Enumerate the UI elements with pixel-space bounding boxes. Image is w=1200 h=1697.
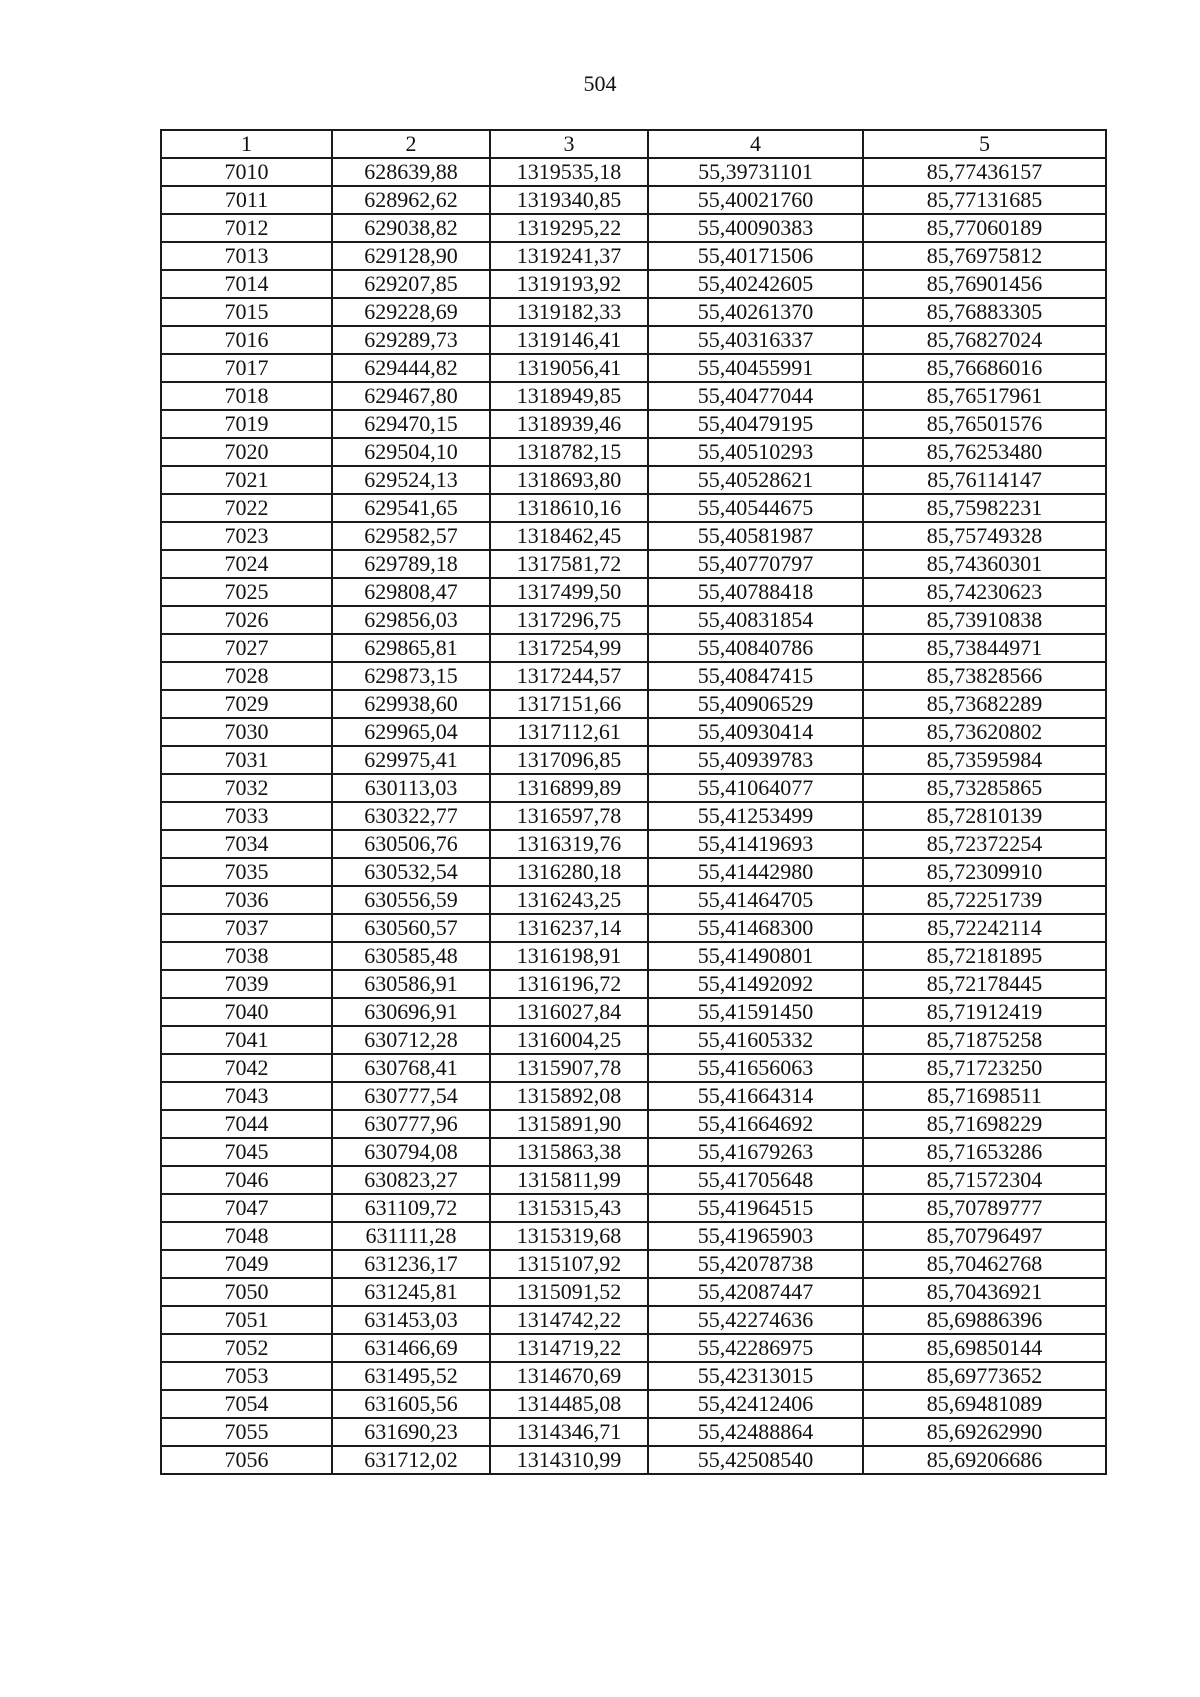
table-cell-col-5: 85,76901456 — [863, 270, 1106, 298]
table-row — [161, 1362, 1106, 1390]
table-cell-col-2: 628639,88 — [332, 158, 490, 186]
table-cell-col-3: 1315891,90 — [490, 1110, 648, 1138]
table-cell-col-3: 1316004,25 — [490, 1026, 648, 1054]
table-cell-col-3: 1315892,08 — [490, 1082, 648, 1110]
table-cell-col-5: 85,71653286 — [863, 1138, 1106, 1166]
table-row — [161, 1306, 1106, 1334]
table-cell-col-3: 1318939,46 — [490, 410, 648, 438]
table-cell-col-1: 7051 — [161, 1306, 332, 1334]
table-cell-col-2: 630712,28 — [332, 1026, 490, 1054]
table-cell-col-4: 55,41679263 — [648, 1138, 863, 1166]
table-cell-col-4: 55,40510293 — [648, 438, 863, 466]
table-cell-col-2: 630794,08 — [332, 1138, 490, 1166]
table-cell-col-1: 7018 — [161, 382, 332, 410]
table-cell-col-2: 631111,28 — [332, 1222, 490, 1250]
table-cell-col-4: 55,40770797 — [648, 550, 863, 578]
table-cell-col-3: 1318949,85 — [490, 382, 648, 410]
table-cell-col-5: 85,76114147 — [863, 466, 1106, 494]
table-cell-col-5: 85,70796497 — [863, 1222, 1106, 1250]
table-cell-col-5: 85,71698511 — [863, 1082, 1106, 1110]
table-cell-col-2: 631245,81 — [332, 1278, 490, 1306]
table-cell-col-2: 629873,15 — [332, 662, 490, 690]
table-cell-col-4: 55,41490801 — [648, 942, 863, 970]
table-cell-col-2: 630556,59 — [332, 886, 490, 914]
table-cell-col-2: 630696,91 — [332, 998, 490, 1026]
table-cell-col-3: 1314742,22 — [490, 1306, 648, 1334]
table-cell-col-5: 85,73828566 — [863, 662, 1106, 690]
table-cell-col-3: 1319182,33 — [490, 298, 648, 326]
table-cell-col-5: 85,71698229 — [863, 1110, 1106, 1138]
table-row — [161, 606, 1106, 634]
table-row — [161, 914, 1106, 942]
table-cell-col-5: 85,71875258 — [863, 1026, 1106, 1054]
table-cell-col-5: 85,72810139 — [863, 802, 1106, 830]
table-row — [161, 1390, 1106, 1418]
table-cell-col-2: 629808,47 — [332, 578, 490, 606]
table-row — [161, 438, 1106, 466]
table-cell-col-1: 7056 — [161, 1446, 332, 1474]
table-cell-col-2: 630777,96 — [332, 1110, 490, 1138]
table-cell-col-4: 55,41468300 — [648, 914, 863, 942]
table-cell-col-4: 55,40930414 — [648, 718, 863, 746]
table-cell-col-3: 1317296,75 — [490, 606, 648, 634]
table-cell-col-1: 7055 — [161, 1418, 332, 1446]
table-cell-col-2: 630560,57 — [332, 914, 490, 942]
table-cell-col-3: 1319056,41 — [490, 354, 648, 382]
table-cell-col-3: 1314719,22 — [490, 1334, 648, 1362]
table-row — [161, 858, 1106, 886]
table-row — [161, 1250, 1106, 1278]
table-cell-col-4: 55,41464705 — [648, 886, 863, 914]
table-cell-col-2: 629504,10 — [332, 438, 490, 466]
table-cell-col-2: 629865,81 — [332, 634, 490, 662]
table-cell-col-5: 85,75749328 — [863, 522, 1106, 550]
table-row — [161, 1418, 1106, 1446]
table-cell-col-2: 629524,13 — [332, 466, 490, 494]
column-header-1: 1 — [161, 130, 332, 158]
table-cell-col-2: 630823,27 — [332, 1166, 490, 1194]
table-cell-col-5: 85,70436921 — [863, 1278, 1106, 1306]
table-cell-col-1: 7040 — [161, 998, 332, 1026]
table-cell-col-3: 1316899,89 — [490, 774, 648, 802]
table-cell-col-3: 1315315,43 — [490, 1194, 648, 1222]
table-cell-col-3: 1314346,71 — [490, 1418, 648, 1446]
table-cell-col-2: 629856,03 — [332, 606, 490, 634]
table-cell-col-2: 629541,65 — [332, 494, 490, 522]
table-row — [161, 550, 1106, 578]
table-cell-col-2: 629975,41 — [332, 746, 490, 774]
table-cell-col-3: 1315319,68 — [490, 1222, 648, 1250]
table-cell-col-5: 85,73682289 — [863, 690, 1106, 718]
table-cell-col-5: 85,72251739 — [863, 886, 1106, 914]
table-row — [161, 466, 1106, 494]
table-cell-col-5: 85,72309910 — [863, 858, 1106, 886]
table-cell-col-4: 55,40831854 — [648, 606, 863, 634]
table-cell-col-3: 1315907,78 — [490, 1054, 648, 1082]
table-cell-col-5: 85,74230623 — [863, 578, 1106, 606]
table-row — [161, 1222, 1106, 1250]
table-header — [161, 130, 1106, 158]
table-cell-col-1: 7022 — [161, 494, 332, 522]
table-cell-col-4: 55,41064077 — [648, 774, 863, 802]
table-cell-col-1: 7028 — [161, 662, 332, 690]
table-cell-col-5: 85,71723250 — [863, 1054, 1106, 1082]
table-cell-col-1: 7027 — [161, 634, 332, 662]
table-cell-col-4: 55,40840786 — [648, 634, 863, 662]
table-cell-col-3: 1317151,66 — [490, 690, 648, 718]
table-row — [161, 1278, 1106, 1306]
table-cell-col-3: 1315811,99 — [490, 1166, 648, 1194]
table-row — [161, 690, 1106, 718]
table-cell-col-5: 85,76883305 — [863, 298, 1106, 326]
table-cell-col-5: 85,69850144 — [863, 1334, 1106, 1362]
table-row — [161, 382, 1106, 410]
table-cell-col-2: 631453,03 — [332, 1306, 490, 1334]
table-cell-col-3: 1316243,25 — [490, 886, 648, 914]
table-cell-col-5: 85,76827024 — [863, 326, 1106, 354]
table-cell-col-4: 55,40479195 — [648, 410, 863, 438]
table-cell-col-1: 7042 — [161, 1054, 332, 1082]
table-row — [161, 186, 1106, 214]
table-row — [161, 242, 1106, 270]
table-cell-col-2: 631712,02 — [332, 1446, 490, 1474]
table-row — [161, 214, 1106, 242]
table-cell-col-1: 7031 — [161, 746, 332, 774]
table-cell-col-4: 55,41656063 — [648, 1054, 863, 1082]
table-cell-col-4: 55,40939783 — [648, 746, 863, 774]
table-cell-col-2: 629938,60 — [332, 690, 490, 718]
table-cell-col-3: 1314670,69 — [490, 1362, 648, 1390]
table-cell-col-3: 1316597,78 — [490, 802, 648, 830]
table-cell-col-4: 55,40528621 — [648, 466, 863, 494]
table-row — [161, 270, 1106, 298]
table-cell-col-2: 629467,80 — [332, 382, 490, 410]
table-cell-col-5: 85,71572304 — [863, 1166, 1106, 1194]
table-row — [161, 158, 1106, 186]
table-cell-col-3: 1319241,37 — [490, 242, 648, 270]
table-cell-col-1: 7039 — [161, 970, 332, 998]
table-cell-col-2: 631466,69 — [332, 1334, 490, 1362]
table-cell-col-2: 631605,56 — [332, 1390, 490, 1418]
table-cell-col-3: 1318782,15 — [490, 438, 648, 466]
table-row — [161, 662, 1106, 690]
table-cell-col-1: 7037 — [161, 914, 332, 942]
table-cell-col-5: 85,76686016 — [863, 354, 1106, 382]
table-cell-col-2: 630585,48 — [332, 942, 490, 970]
table-cell-col-3: 1316280,18 — [490, 858, 648, 886]
table-row — [161, 578, 1106, 606]
table-row — [161, 1110, 1106, 1138]
table-row — [161, 718, 1106, 746]
table-row — [161, 1082, 1106, 1110]
table-cell-col-5: 85,77060189 — [863, 214, 1106, 242]
table-row — [161, 1026, 1106, 1054]
table-cell-col-2: 630532,54 — [332, 858, 490, 886]
table-cell-col-3: 1314485,08 — [490, 1390, 648, 1418]
table-cell-col-4: 55,40581987 — [648, 522, 863, 550]
table-cell-col-1: 7020 — [161, 438, 332, 466]
table-cell-col-5: 85,69206686 — [863, 1446, 1106, 1474]
table-cell-col-3: 1315863,38 — [490, 1138, 648, 1166]
coordinates-table — [160, 129, 1107, 1475]
column-header-3: 3 — [490, 130, 648, 158]
table-cell-col-4: 55,41664692 — [648, 1110, 863, 1138]
table-cell-col-5: 85,76501576 — [863, 410, 1106, 438]
column-header-2: 2 — [332, 130, 490, 158]
table-cell-col-2: 629289,73 — [332, 326, 490, 354]
table-cell-col-2: 629470,15 — [332, 410, 490, 438]
table-cell-col-2: 630768,41 — [332, 1054, 490, 1082]
table-cell-col-1: 7024 — [161, 550, 332, 578]
table-cell-col-5: 85,72178445 — [863, 970, 1106, 998]
table-cell-col-5: 85,73910838 — [863, 606, 1106, 634]
column-header-5: 5 — [863, 130, 1106, 158]
table-cell-col-2: 630322,77 — [332, 802, 490, 830]
table-cell-col-5: 85,69773652 — [863, 1362, 1106, 1390]
table-cell-col-3: 1317254,99 — [490, 634, 648, 662]
table-cell-col-2: 631109,72 — [332, 1194, 490, 1222]
table-cell-col-4: 55,40544675 — [648, 494, 863, 522]
table-cell-col-5: 85,72181895 — [863, 942, 1106, 970]
table-cell-col-4: 55,42274636 — [648, 1306, 863, 1334]
table-cell-col-2: 631495,52 — [332, 1362, 490, 1390]
table-cell-col-5: 85,72242114 — [863, 914, 1106, 942]
table-cell-col-4: 55,41964515 — [648, 1194, 863, 1222]
table-row — [161, 1054, 1106, 1082]
table-cell-col-5: 85,74360301 — [863, 550, 1106, 578]
table-cell-col-4: 55,40090383 — [648, 214, 863, 242]
table-cell-col-1: 7036 — [161, 886, 332, 914]
table-cell-col-4: 55,40788418 — [648, 578, 863, 606]
table-cell-col-4: 55,42412406 — [648, 1390, 863, 1418]
table-cell-col-4: 55,42087447 — [648, 1278, 863, 1306]
table-row — [161, 354, 1106, 382]
table-cell-col-4: 55,42313015 — [648, 1362, 863, 1390]
table-row — [161, 1194, 1106, 1222]
table-cell-col-4: 55,39731101 — [648, 158, 863, 186]
table-cell-col-1: 7013 — [161, 242, 332, 270]
table-cell-col-4: 55,42286975 — [648, 1334, 863, 1362]
table-cell-col-5: 85,75982231 — [863, 494, 1106, 522]
table-cell-col-1: 7023 — [161, 522, 332, 550]
table-cell-col-3: 1316319,76 — [490, 830, 648, 858]
table-cell-col-5: 85,73620802 — [863, 718, 1106, 746]
table-body — [161, 158, 1106, 1474]
table-cell-col-5: 85,76975812 — [863, 242, 1106, 270]
table-row — [161, 1138, 1106, 1166]
table-cell-col-1: 7021 — [161, 466, 332, 494]
table-cell-col-2: 629207,85 — [332, 270, 490, 298]
table-cell-col-1: 7019 — [161, 410, 332, 438]
table-cell-col-3: 1316027,84 — [490, 998, 648, 1026]
table-cell-col-1: 7029 — [161, 690, 332, 718]
table-cell-col-5: 85,73595984 — [863, 746, 1106, 774]
table-row — [161, 494, 1106, 522]
table-cell-col-2: 629965,04 — [332, 718, 490, 746]
table-cell-col-3: 1317096,85 — [490, 746, 648, 774]
table-cell-col-3: 1317112,61 — [490, 718, 648, 746]
table-cell-col-4: 55,40171506 — [648, 242, 863, 270]
table-cell-col-4: 55,41253499 — [648, 802, 863, 830]
table-cell-col-4: 55,40021760 — [648, 186, 863, 214]
table-cell-col-2: 629582,57 — [332, 522, 490, 550]
table-cell-col-4: 55,41492092 — [648, 970, 863, 998]
table-cell-col-4: 55,40316337 — [648, 326, 863, 354]
table-row — [161, 1334, 1106, 1362]
table-cell-col-5: 85,71912419 — [863, 998, 1106, 1026]
table-cell-col-1: 7047 — [161, 1194, 332, 1222]
table-cell-col-1: 7046 — [161, 1166, 332, 1194]
table-row — [161, 634, 1106, 662]
table-cell-col-1: 7054 — [161, 1390, 332, 1418]
table-cell-col-4: 55,40477044 — [648, 382, 863, 410]
table-cell-col-2: 629038,82 — [332, 214, 490, 242]
table-cell-col-2: 629228,69 — [332, 298, 490, 326]
table-cell-col-1: 7053 — [161, 1362, 332, 1390]
table-cell-col-3: 1317581,72 — [490, 550, 648, 578]
table-cell-col-4: 55,41705648 — [648, 1166, 863, 1194]
table-cell-col-5: 85,73844971 — [863, 634, 1106, 662]
table-cell-col-4: 55,41442980 — [648, 858, 863, 886]
table-row — [161, 774, 1106, 802]
table-cell-col-1: 7030 — [161, 718, 332, 746]
table-cell-col-5: 85,70789777 — [863, 1194, 1106, 1222]
table-cell-col-3: 1316237,14 — [490, 914, 648, 942]
table-cell-col-5: 85,73285865 — [863, 774, 1106, 802]
table-cell-col-3: 1317244,57 — [490, 662, 648, 690]
table-row — [161, 1166, 1106, 1194]
table-cell-col-4: 55,40906529 — [648, 690, 863, 718]
table-cell-col-5: 85,72372254 — [863, 830, 1106, 858]
page-number: 504 — [583, 71, 617, 96]
table-cell-col-3: 1317499,50 — [490, 578, 648, 606]
table-cell-col-3: 1316198,91 — [490, 942, 648, 970]
table-cell-col-1: 7048 — [161, 1222, 332, 1250]
table-row — [161, 1446, 1106, 1474]
table-cell-col-5: 85,69262990 — [863, 1418, 1106, 1446]
table-cell-col-3: 1319295,22 — [490, 214, 648, 242]
table-row — [161, 970, 1106, 998]
table-cell-col-4: 55,42078738 — [648, 1250, 863, 1278]
table-cell-col-2: 631690,23 — [332, 1418, 490, 1446]
table-cell-col-1: 7010 — [161, 158, 332, 186]
table-cell-col-2: 629444,82 — [332, 354, 490, 382]
table-cell-col-2: 629128,90 — [332, 242, 490, 270]
table-cell-col-5: 85,69481089 — [863, 1390, 1106, 1418]
table-cell-col-1: 7011 — [161, 186, 332, 214]
table-cell-col-3: 1319193,92 — [490, 270, 648, 298]
table-cell-col-3: 1319340,85 — [490, 186, 648, 214]
table-cell-col-1: 7050 — [161, 1278, 332, 1306]
table-cell-col-1: 7045 — [161, 1138, 332, 1166]
table-cell-col-3: 1318462,45 — [490, 522, 648, 550]
table-cell-col-1: 7043 — [161, 1082, 332, 1110]
table-cell-col-1: 7035 — [161, 858, 332, 886]
table-cell-col-4: 55,40242605 — [648, 270, 863, 298]
table-cell-col-2: 630586,91 — [332, 970, 490, 998]
table-cell-col-4: 55,41664314 — [648, 1082, 863, 1110]
table-cell-col-5: 85,69886396 — [863, 1306, 1106, 1334]
table-cell-col-2: 630113,03 — [332, 774, 490, 802]
table-cell-col-1: 7017 — [161, 354, 332, 382]
table-cell-col-2: 628962,62 — [332, 186, 490, 214]
column-header-4: 4 — [648, 130, 863, 158]
table-cell-col-2: 629789,18 — [332, 550, 490, 578]
table-cell-col-4: 55,40261370 — [648, 298, 863, 326]
table-row — [161, 746, 1106, 774]
table-cell-col-1: 7012 — [161, 214, 332, 242]
table-cell-col-1: 7049 — [161, 1250, 332, 1278]
table-cell-col-2: 631236,17 — [332, 1250, 490, 1278]
table-cell-col-3: 1316196,72 — [490, 970, 648, 998]
table-cell-col-5: 85,76253480 — [863, 438, 1106, 466]
table-cell-col-4: 55,41419693 — [648, 830, 863, 858]
header-row — [161, 130, 1106, 158]
table-row — [161, 886, 1106, 914]
table-cell-col-1: 7052 — [161, 1334, 332, 1362]
table-cell-col-2: 630506,76 — [332, 830, 490, 858]
table-cell-col-1: 7025 — [161, 578, 332, 606]
table-cell-col-4: 55,40455991 — [648, 354, 863, 382]
table-row — [161, 326, 1106, 354]
table-cell-col-1: 7015 — [161, 298, 332, 326]
table-cell-col-4: 55,42508540 — [648, 1446, 863, 1474]
table-cell-col-4: 55,41591450 — [648, 998, 863, 1026]
table-cell-col-3: 1315091,52 — [490, 1278, 648, 1306]
table-cell-col-1: 7034 — [161, 830, 332, 858]
table-row — [161, 802, 1106, 830]
table-cell-col-1: 7032 — [161, 774, 332, 802]
table-row — [161, 298, 1106, 326]
table-cell-col-3: 1319535,18 — [490, 158, 648, 186]
table-cell-col-4: 55,42488864 — [648, 1418, 863, 1446]
table-row — [161, 410, 1106, 438]
table-cell-col-1: 7044 — [161, 1110, 332, 1138]
table-cell-col-3: 1314310,99 — [490, 1446, 648, 1474]
table-cell-col-5: 85,77436157 — [863, 158, 1106, 186]
table-cell-col-5: 85,77131685 — [863, 186, 1106, 214]
table-cell-col-1: 7016 — [161, 326, 332, 354]
table-cell-col-4: 55,41605332 — [648, 1026, 863, 1054]
table-row — [161, 998, 1106, 1026]
table-cell-col-3: 1319146,41 — [490, 326, 648, 354]
table-row — [161, 942, 1106, 970]
table-cell-col-1: 7041 — [161, 1026, 332, 1054]
table-cell-col-1: 7014 — [161, 270, 332, 298]
table-cell-col-4: 55,41965903 — [648, 1222, 863, 1250]
table-row — [161, 830, 1106, 858]
table-cell-col-3: 1318693,80 — [490, 466, 648, 494]
table-cell-col-5: 85,70462768 — [863, 1250, 1106, 1278]
table-cell-col-3: 1318610,16 — [490, 494, 648, 522]
table-cell-col-1: 7026 — [161, 606, 332, 634]
table-cell-col-1: 7033 — [161, 802, 332, 830]
table-row — [161, 522, 1106, 550]
table-cell-col-3: 1315107,92 — [490, 1250, 648, 1278]
table-cell-col-4: 55,40847415 — [648, 662, 863, 690]
table-cell-col-5: 85,76517961 — [863, 382, 1106, 410]
table-cell-col-1: 7038 — [161, 942, 332, 970]
table-cell-col-2: 630777,54 — [332, 1082, 490, 1110]
